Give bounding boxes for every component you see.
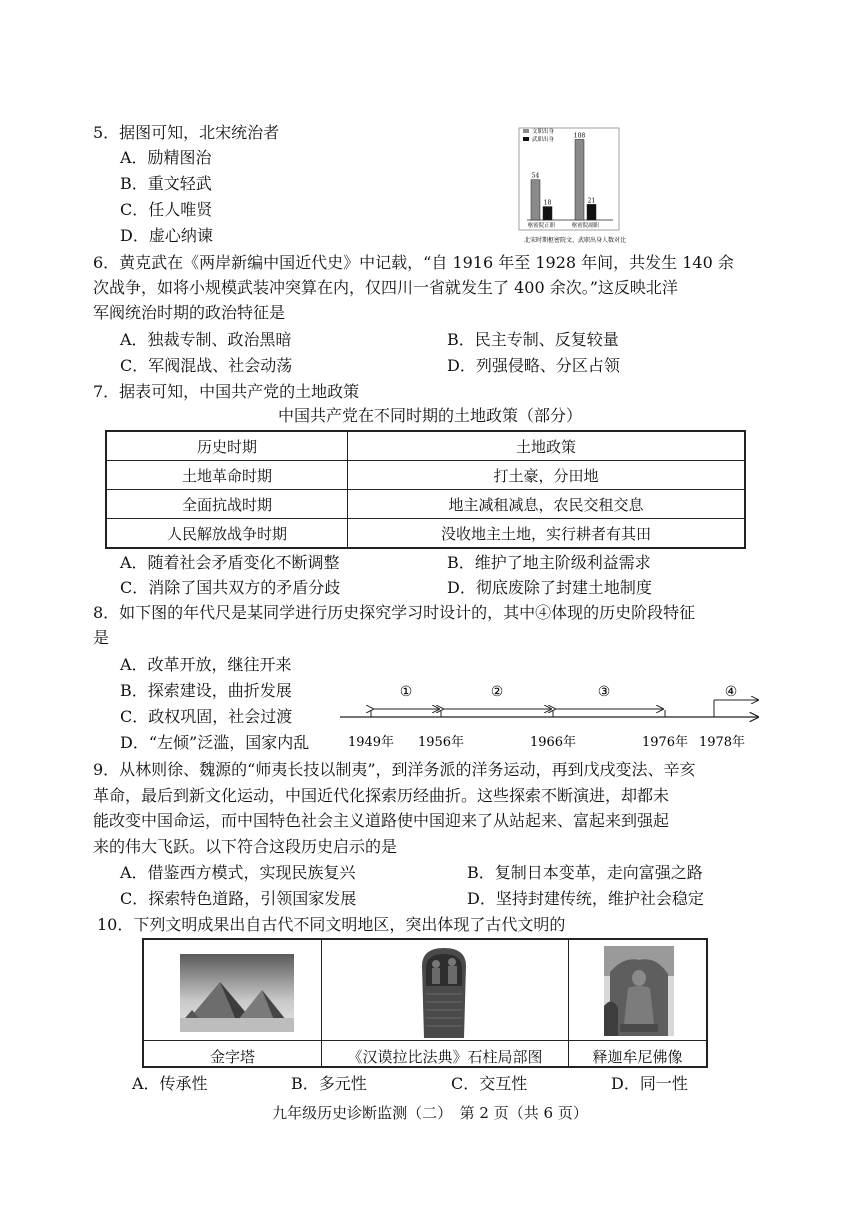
segment-label: ② bbox=[490, 684, 504, 700]
q8-option-a: A．改革开放，继往开来 bbox=[120, 655, 292, 674]
table-cell: 全面抗战时期 bbox=[106, 490, 348, 519]
timeline-ruler bbox=[340, 676, 770, 756]
legend-swatch bbox=[523, 137, 529, 141]
chart-data-label: 108 bbox=[573, 132, 586, 140]
q5-option-a: A．励精图治 bbox=[120, 148, 212, 167]
buddha-cell bbox=[569, 940, 706, 1066]
legend-entry: 文职出身 bbox=[532, 129, 555, 135]
segment-label: ① bbox=[399, 684, 413, 700]
chart-bar bbox=[531, 180, 540, 220]
q9-option-d: D．坚持封建传统，维护社会稳定 bbox=[467, 889, 704, 908]
q7-option-b: B．维护了地主阶级利益需求 bbox=[447, 553, 651, 572]
segment-label: ③ bbox=[597, 684, 611, 700]
q5-stem: 5．据图可知，北宋统治者 bbox=[93, 123, 280, 142]
q9-line-4: 来的伟大飞跃。以下符合这段历史启示的是 bbox=[93, 837, 398, 856]
table-row bbox=[106, 519, 745, 549]
chart-bar bbox=[543, 207, 552, 220]
land-policy-table bbox=[105, 430, 746, 549]
civilization-images-table bbox=[142, 938, 708, 1068]
legend-swatch bbox=[523, 129, 529, 133]
q8-option-b: B．探索建设，曲折发展 bbox=[120, 681, 292, 700]
q7-option-d: D．彻底废除了封建土地制度 bbox=[447, 578, 652, 597]
q6-line-2: 次战争，如将小规模武装冲突算在内，仅四川一省就发生了 400 余次。”这反映北洋 bbox=[93, 278, 678, 297]
q9-line-1: 9．从林则徐、魏源的“师夷长技以制夷”，到洋务派的洋务运动，再到戊戌变法、辛亥 bbox=[93, 760, 696, 779]
chart-data-label: 18 bbox=[543, 199, 552, 207]
q5-bar-chart bbox=[505, 126, 645, 248]
q7-option-a: A．随着社会矛盾变化不断调整 bbox=[120, 553, 340, 572]
pyramid-image bbox=[180, 954, 294, 1032]
pyramid-cell bbox=[144, 940, 322, 1066]
chart-bar bbox=[575, 139, 584, 220]
table-header-row bbox=[106, 431, 745, 461]
q8-line-2: 是 bbox=[93, 628, 110, 647]
q6-line-1: 6．黄克武在《两岸新编中国近代史》中记载，“自 1916 年至 1928 年间，共发生 140 余 bbox=[93, 253, 734, 272]
caption-pyramid: 金字塔 bbox=[209, 1048, 255, 1066]
table-cell: 地主减租减息，农民交租交息 bbox=[348, 490, 746, 519]
q10-option-c: C．交互性 bbox=[451, 1074, 528, 1093]
q9-line-3: 能改变中国命运，而中国特色社会主义道路使中国迎来了从站起来、富起来到强起 bbox=[93, 811, 670, 830]
q8-line-1: 8．如下图的年代尺是某同学进行历史探究学习时设计的，其中④体现的历史阶段特征 bbox=[93, 603, 696, 622]
legend-entry: 武职出身 bbox=[532, 137, 555, 143]
year-label: 1949年 bbox=[347, 735, 395, 750]
q9-option-c: C．探索特色道路，引领国家发展 bbox=[120, 889, 357, 908]
caption-stele: 《汉谟拉比法典》石柱局部图 bbox=[347, 1048, 543, 1066]
chart-legend bbox=[523, 127, 555, 143]
q6-option-c: C．军阀混战、社会动荡 bbox=[120, 356, 293, 375]
hammurabi-stele-image bbox=[414, 946, 474, 1038]
table-header: 历史时期 bbox=[106, 431, 348, 461]
q10-option-b: B．多元性 bbox=[291, 1074, 367, 1093]
q5-option-c: C．任人唯贤 bbox=[120, 200, 213, 219]
q6-option-a: A．独裁专制、政治黑暗 bbox=[120, 330, 292, 349]
q5-option-d: D．虚心纳谏 bbox=[120, 226, 213, 245]
table-cell: 人民解放战争时期 bbox=[106, 519, 348, 549]
q9-option-a: A．借鉴西方模式，实现民族复兴 bbox=[120, 863, 356, 882]
table-cell: 没收地主土地，实行耕者有其田 bbox=[348, 519, 746, 549]
q7-table-title: 中国共产党在不同时期的土地政策（部分） bbox=[277, 406, 582, 425]
year-label: 1956年 bbox=[417, 735, 465, 750]
chart-data-label: 54 bbox=[531, 172, 540, 180]
year-label: 1978年 bbox=[698, 735, 746, 750]
buddha-statue-image bbox=[604, 946, 674, 1036]
q8-option-c: C．政权巩固，社会过渡 bbox=[120, 707, 293, 726]
q9-line-2: 革命，最后到新文化运动，中国近代化探索历经曲折。这些探索不断演进，却都未 bbox=[93, 786, 670, 805]
table-header: 土地政策 bbox=[348, 431, 746, 461]
chart-data-label: 21 bbox=[587, 197, 596, 205]
chart-category-label: 枢密院正职 bbox=[527, 223, 556, 229]
year-label: 1966年 bbox=[529, 735, 577, 750]
q9-option-b: B．复制日本变革，走向富强之路 bbox=[467, 863, 703, 882]
page-footer: 九年级历史诊断监测（二） 第 2 页（共 6 页） bbox=[272, 1104, 588, 1122]
chart-category-label: 枢密院副职 bbox=[571, 223, 600, 229]
caption-buddha: 释迦牟尼佛像 bbox=[592, 1048, 683, 1066]
chart-caption: 北宋时期枢密院文、武职出身人数对比 bbox=[523, 237, 627, 244]
q6-option-d: D．列强侵略、分区占领 bbox=[447, 356, 620, 375]
q10-stem: 10．下列文明成果出自古代不同文明地区，突出体现了古代文明的 bbox=[97, 915, 566, 934]
stele-cell bbox=[322, 940, 569, 1066]
q5-option-b: B．重文轻武 bbox=[120, 174, 212, 193]
table-cell: 打土豪，分田地 bbox=[348, 461, 746, 490]
q10-option-d: D．同一性 bbox=[611, 1074, 688, 1093]
year-label: 1976年 bbox=[641, 735, 689, 750]
q7-stem: 7．据表可知，中国共产党的土地政策 bbox=[93, 382, 360, 401]
q10-option-a: A．传承性 bbox=[132, 1074, 208, 1093]
q6-line-3: 军阀统治时期的政治特征是 bbox=[93, 303, 286, 322]
table-row bbox=[106, 490, 745, 519]
q8-option-d: D．“左倾”泛滥，国家内乱 bbox=[120, 733, 310, 752]
q6-option-b: B．民主专制、反复较量 bbox=[447, 330, 619, 349]
table-cell: 土地革命时期 bbox=[106, 461, 348, 490]
q7-option-c: C．消除了国共双方的矛盾分歧 bbox=[120, 578, 341, 597]
chart-bar bbox=[587, 204, 596, 220]
segment-label: ④ bbox=[724, 684, 738, 700]
table-row bbox=[106, 461, 745, 490]
